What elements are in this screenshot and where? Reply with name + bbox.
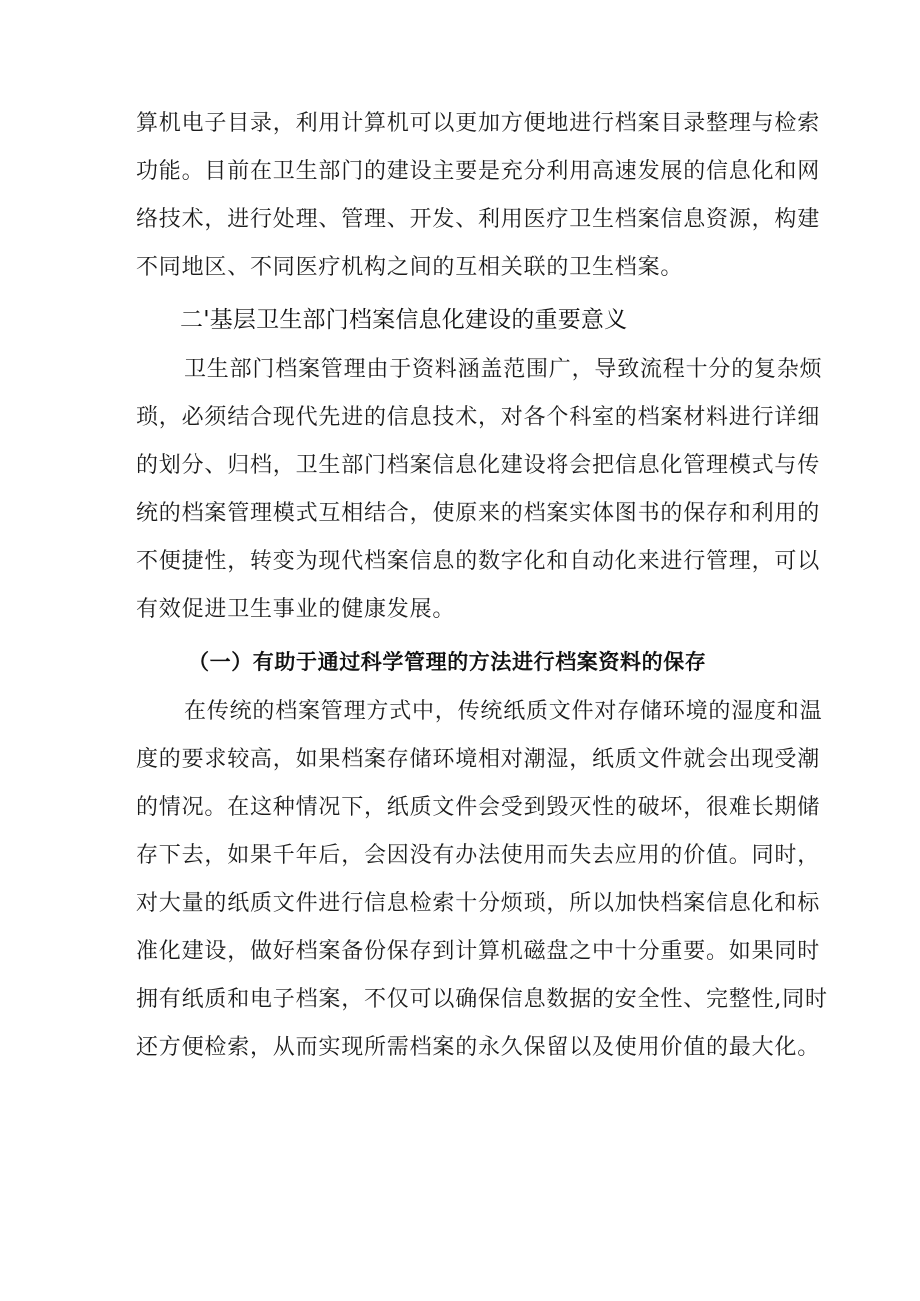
paragraph-line: 不便捷性，转变为现代档案信息的数字化和自动化来进行管理，可以 <box>136 549 821 574</box>
paragraph-line: 对大量的纸质文件进行信息检索十分烦琐，所以加快档案信息化和标 <box>136 891 821 916</box>
paragraph-line: 卫生部门档案管理由于资料涵盖范围广，导致流程十分的复杂烦 <box>184 357 823 382</box>
paragraph-line: 的划分、归档，卫生部门档案信息化建设将会把信息化管理模式与传 <box>136 453 821 478</box>
paragraph-intro <box>136 111 821 280</box>
document-body <box>136 111 828 1084</box>
paragraph-line: 有效促进卫生事业的健康发展。 <box>136 597 456 622</box>
subsection-heading: （一）有助于通过科学管理的方法进行档案资料的保存 <box>188 650 707 674</box>
paragraph-line: 琐，必须结合现代先进的信息技术，对各个科室的档案材料进行详细 <box>136 405 821 430</box>
paragraph-line: 算机电子目录，利用计算机可以更加方便地进行档案目录整理与检索 <box>136 111 821 136</box>
paragraph-line: 的情况。在这种情况下，纸质文件会受到毁灭性的破坏，很难长期储 <box>136 795 821 820</box>
paragraph-line: 不同地区、不同医疗机构之间的互相关联的卫生档案。 <box>136 255 684 280</box>
paragraph-line: 功能。目前在卫生部门的建设主要是充分利用高速发展的信息化和网 <box>136 159 821 184</box>
paragraph-line: 度的要求较高，如果档案存储环境相对潮湿，纸质文件就会出现受潮 <box>136 747 821 772</box>
paragraph-section-2 <box>136 357 823 622</box>
paragraph-line: 还方便检索，从而实现所需档案的永久保留以及使用价值的最大化。 <box>136 1035 821 1060</box>
paragraph-subsection-1 <box>136 699 828 1060</box>
paragraph-line: 在传统的档案管理方式中，传统纸质文件对存储环境的湿度和温 <box>184 699 823 724</box>
paragraph-line: 络技术，进行处理、管理、开发、利用医疗卫生档案信息资源，构建 <box>136 207 821 232</box>
paragraph-line: 准化建设，做好档案备份保存到计算机磁盘之中十分重要。如果同时 <box>136 939 821 964</box>
section-heading: 二'基层卫生部门档案信息化建设的重要意义 <box>180 307 628 333</box>
paragraph-line: 存下去，如果千年后，会因没有办法使用而失去应用的价值。同时， <box>136 843 821 868</box>
paragraph-line: 统的档案管理模式互相结合，使原来的档案实体图书的保存和利用的 <box>136 501 821 526</box>
paragraph-line: 拥有纸质和电子档案，不仅可以确保信息数据的安全性、完整性,同时 <box>136 987 828 1012</box>
